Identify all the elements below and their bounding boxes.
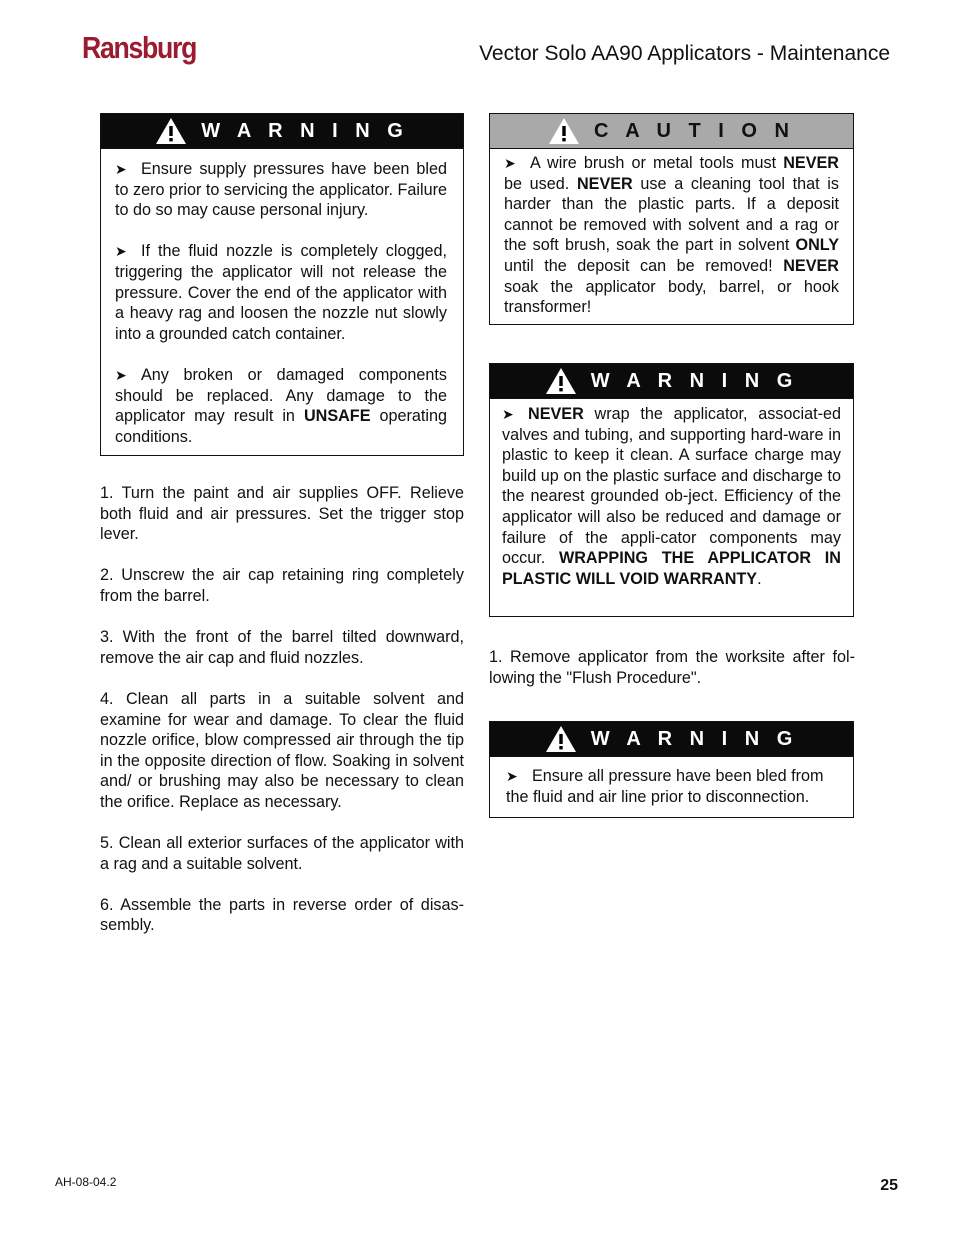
warning-title: W A R N I N G (590, 727, 799, 750)
chevron-right-icon: ➤ (115, 243, 127, 260)
warning-box-plastic-wrap (489, 363, 854, 617)
warning-item: ➤ Ensure supply pressures have been bled to zero prior to servicing the applicator. Failure to do so may cause personal injury. (115, 160, 448, 220)
chevron-right-icon: ➤ (115, 161, 127, 177)
warning-item: ➤ If the fluid nozzle is completely clogged, triggering the applicator will not release the pressure. Cover the end of the applicator with a heavy rag and loosen the nozzle nut slowly into a grounded catch container. (115, 242, 447, 343)
warning-title: W A R N I N G (590, 369, 799, 392)
warning-box-servicing (100, 113, 464, 456)
caution-header (490, 114, 853, 149)
warning-item: ➤ Any broken or damaged components should be replaced. Any damage to the applicator may result in UNSAFE operating conditions. (115, 365, 447, 446)
exclamation-triangle-icon (545, 725, 577, 753)
removal-step (489, 647, 855, 688)
step-item: 4. Clean all parts in a suitable solvent and examine for wear and damage. To clear the fluid nozzle orifice, blow compressed air through the tip in the opposite direction of flow. Soaking in solvent and/ or brushing may also be necessary to clean the orifice. Replace as necessary. (100, 689, 464, 811)
warning-header (490, 364, 853, 399)
step-item: 3. With the front of the barrel tilted downward, remove the air cap and fluid nozzles. (100, 628, 464, 667)
warning-body (490, 399, 853, 589)
step-item: 2. Unscrew the air cap retaining ring completely from the barrel. (100, 566, 464, 605)
disassembly-steps (100, 483, 464, 936)
chevron-right-icon: ➤ (504, 155, 516, 171)
warning-header (490, 722, 853, 757)
chevron-right-icon: ➤ (502, 406, 514, 422)
page-title: Vector Solo AA90 Applicators - Maintenance (479, 42, 890, 65)
chevron-right-icon: ➤ (506, 768, 518, 784)
brand-logo: Ransburg (82, 30, 197, 65)
warning-item: ➤ NEVER wrap the applicator, associat-ed valves and tubing, and supporting hard-ware in plastic to keep it clean. A surface charge may build up on the plastic surface and discharge to the nearest grounded ob-ject. Efficiency of the applicator will also be reduced and damage or failure of the appli-cator components may occur. WRAPPING THE APPLICATOR IN PLASTIC WILL VOID WARRANTY. (502, 405, 841, 588)
warning-body (101, 149, 463, 447)
exclamation-triangle-icon (155, 117, 187, 145)
warning-title: W A R N I N G (201, 119, 409, 142)
warning-body (490, 757, 853, 807)
exclamation-triangle-icon (548, 117, 580, 145)
caution-box-cleaning-tools (489, 113, 854, 325)
document-code: AH-08-04.2 (55, 1175, 117, 1189)
caution-title: C A U T I O N (594, 119, 795, 142)
step-item: 1. Turn the paint and air supplies OFF. Relieve both fluid and air pressures. Set the trigger stop lever. (100, 484, 464, 544)
step-item: 1. Remove applicator from the worksite after fol-lowing the "Flush Procedure". (489, 648, 855, 687)
exclamation-triangle-icon (545, 367, 577, 395)
warning-header (101, 114, 463, 149)
warning-item: ➤ Ensure all pressure have been bled from the fluid and air line prior to disconnection. (506, 767, 824, 806)
page-number: 25 (880, 1177, 898, 1194)
step-item: 6. Assemble the parts in reverse order of disas-sembly. (100, 895, 464, 935)
caution-item: ➤ A wire brush or metal tools must NEVER be used. NEVER use a cleaning tool that is harder than the plastic parts. If a deposit cannot be removed with solvent and a rag or the soft brush, soak the part in solvent ONLY until the deposit can be removed! NEVER soak the applicator body, barrel, or hook transformer! (504, 154, 839, 317)
caution-body (490, 149, 853, 318)
warning-box-pressure-bleed (489, 721, 854, 818)
step-item: 5. Clean all exterior surfaces of the applicator with a rag and a suitable solvent. (100, 834, 464, 873)
chevron-right-icon: ➤ (115, 366, 127, 383)
